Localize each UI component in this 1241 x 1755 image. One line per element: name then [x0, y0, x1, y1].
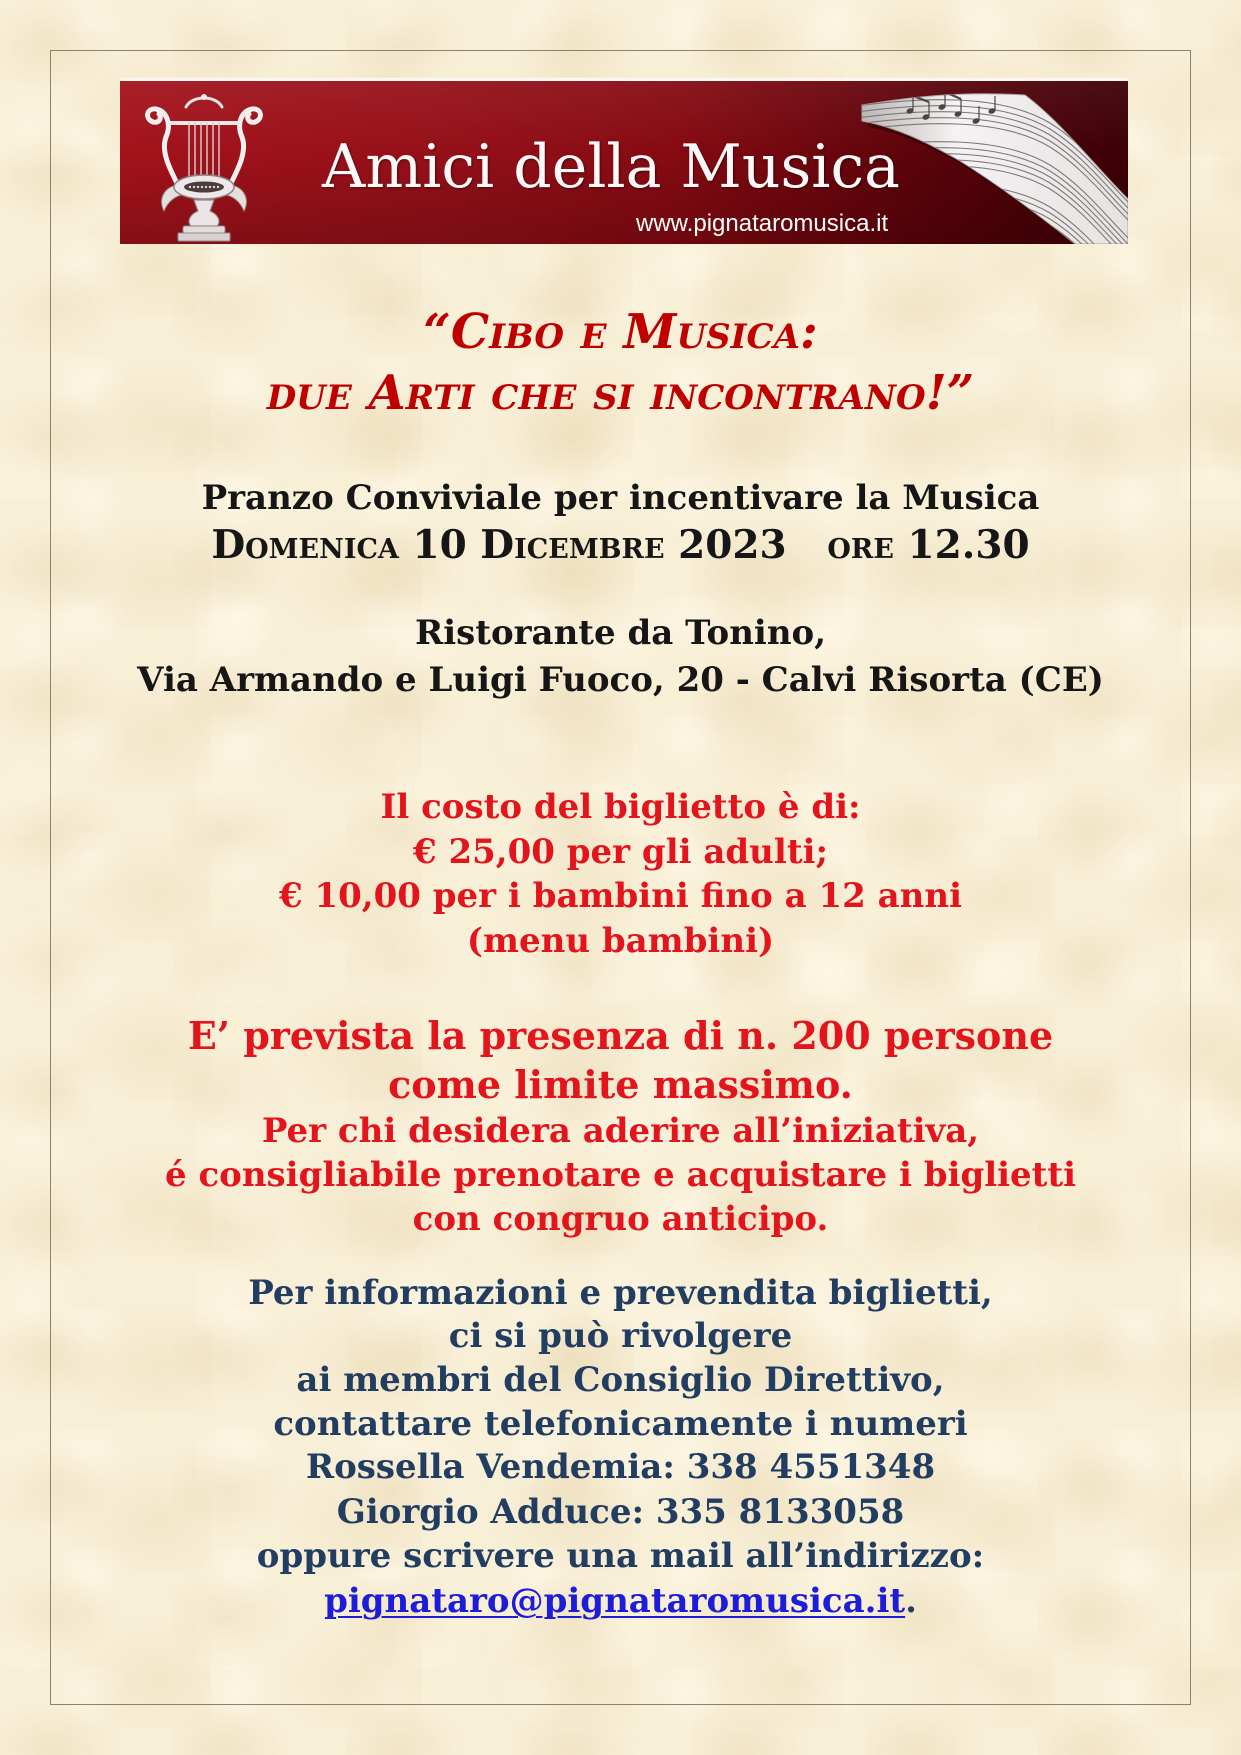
email-line: [0, 1576, 1241, 1626]
contacts-line-4: contattare telefonicamente i numeri: [273, 1404, 968, 1444]
email-link[interactable]: pignataro@pignataromusica.it: [324, 1581, 906, 1621]
email-suffix: .: [905, 1581, 917, 1621]
lyre-icon: [148, 94, 261, 241]
header-banner: [120, 78, 1128, 244]
contacts-line-1: Per informazioni e prevendita biglietti,: [248, 1273, 993, 1313]
banner-title: Amici della Musica: [322, 132, 900, 202]
contacts-line-2: ci si può rivolgere: [448, 1316, 793, 1356]
event-title: Pranzo Conviviale per incentivare la Musica: [201, 478, 1040, 518]
ticket-price-children: € 10,00 per i bambini fino a 12 anni: [278, 876, 962, 916]
headline-line-2: due Arti che si incontrano!”: [266, 365, 975, 421]
ticket-intro: Il costo del biglietto è di:: [380, 787, 861, 827]
capacity-line-2: come limite massimo.: [388, 1062, 853, 1107]
email-intro: oppure scrivere una mail all’indirizzo:: [256, 1536, 985, 1576]
phone-contact-2: Giorgio Adduce: 335 8133058: [336, 1492, 905, 1532]
phone-contact-1: Rossella Vendemia: 338 4551348: [305, 1447, 936, 1487]
ticket-children-note: (menu bambini): [466, 921, 775, 961]
venue-address: Via Armando e Luigi Fuoco, 20 - Calvi Risorta (CE): [137, 660, 1104, 700]
advice-line-2: é consigliabile prenotare e acquistare i biglietti: [164, 1155, 1077, 1195]
advice-line-1: Per chi desidera aderire all’iniziativa,: [261, 1111, 980, 1151]
venue-name: Ristorante da Tonino,: [414, 613, 827, 653]
headline-line-1: “Cibo e Musica:: [423, 304, 818, 360]
advice-line-3: con congruo anticipo.: [412, 1199, 829, 1239]
banner-website: www.pignataromusica.it: [636, 210, 889, 237]
event-datetime: Domenica 10 Dicembre 2023 ore 12.30: [211, 522, 1030, 568]
capacity-line-1: E’ prevista la presenza di n. 200 persone: [187, 1013, 1054, 1058]
contacts-line-3: ai membri del Consiglio Direttivo,: [296, 1360, 945, 1400]
ticket-price-adults: € 25,00 per gli adulti;: [412, 832, 828, 872]
